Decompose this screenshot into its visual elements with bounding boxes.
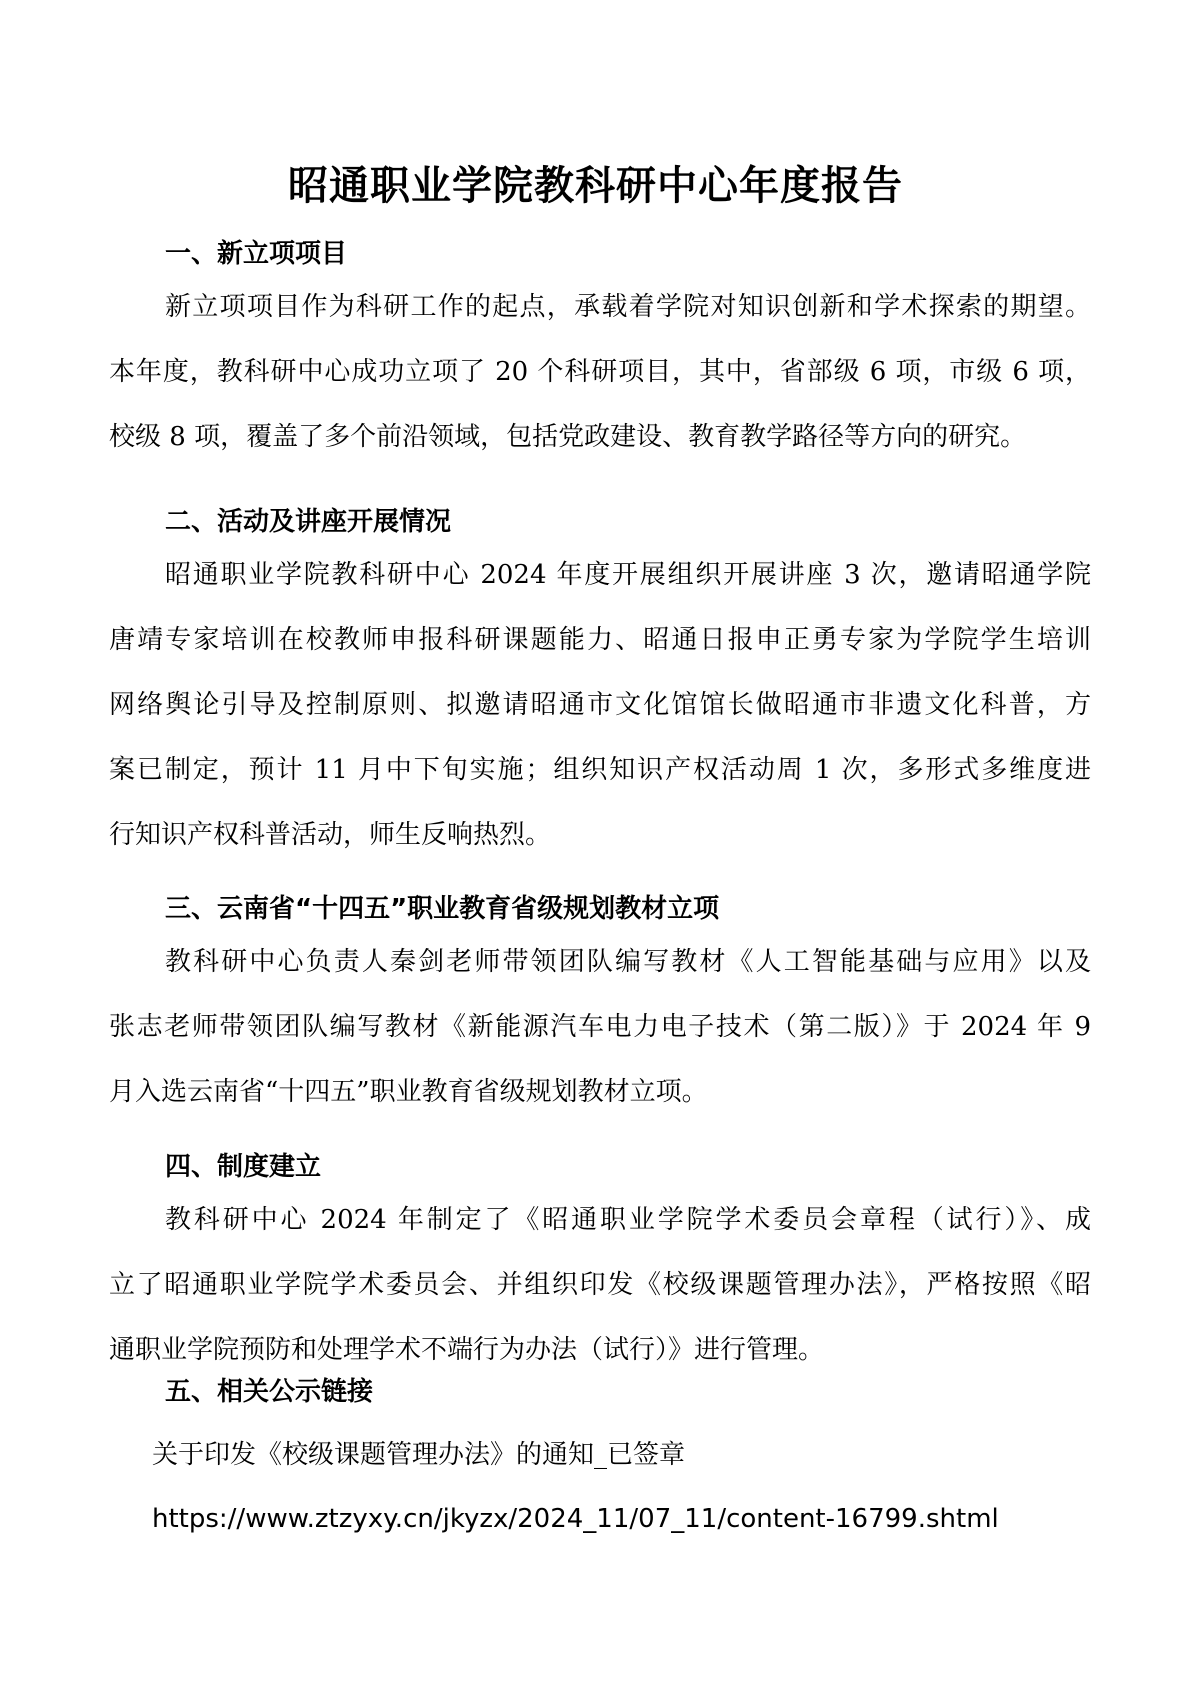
paragraph-line: 教科研中心 2024 年制定了《昭通职业学院学术委员会章程（试行）》、成 — [165, 1205, 1091, 1235]
paragraph-line: 新立项项目作为科研工作的起点，承载着学院对知识创新和学术探索的期望。 — [165, 292, 1091, 322]
paragraph-line: 案已制定，预计 11 月中下旬实施；组织知识产权活动周 1 次，多形式多维度进 — [109, 755, 1091, 785]
section-heading-links: 五、相关公示链接 — [165, 1377, 374, 1407]
section-body-regulations — [109, 1188, 1091, 1383]
section-heading-textbooks: 三、云南省“十四五”职业教育省级规划教材立项 — [165, 894, 720, 924]
paragraph-line: 月入选云南省“十四五”职业教育省级规划教材立项。 — [109, 1077, 708, 1107]
paragraph-line: 唐靖专家培训在校教师申报科研课题能力、昭通日报申正勇专家为学院学生培训 — [109, 625, 1091, 655]
section-body-textbooks — [109, 930, 1091, 1125]
paragraph-line: 校级 8 项，覆盖了多个前沿领域，包括党政建设、教育教学路径等方向的研究。 — [109, 422, 1027, 452]
paragraph-line: 立了昭通职业学院学术委员会、并组织印发《校级课题管理办法》，严格按照《昭 — [109, 1270, 1091, 1300]
paragraph-line: 通职业学院预防和处理学术不端行为办法（试行）》进行管理。 — [109, 1335, 825, 1365]
section-body-new-projects — [109, 275, 1091, 470]
paragraph-line: 昭通职业学院教科研中心 2024 年度开展组织开展讲座 3 次，邀请昭通学院 — [165, 560, 1091, 590]
paragraph-line: 张志老师带领团队编写教材《新能源汽车电力电子技术（第二版）》于 2024 年 9 — [109, 1012, 1091, 1042]
paragraph-line: 网络舆论引导及控制原则、拟邀请昭通市文化馆馆长做昭通市非遗文化科普，方 — [109, 690, 1091, 720]
paragraph-line: 本年度，教科研中心成功立项了 20 个科研项目，其中，省部级 6 项，市级 6 项， — [109, 357, 1091, 387]
section-heading-new-projects: 一、新立项项目 — [165, 239, 348, 269]
paragraph-line: 行知识产权科普活动，师生反响热烈。 — [109, 820, 552, 850]
paragraph-line: 教科研中心负责人秦剑老师带领团队编写教材《人工智能基础与应用》以及 — [165, 947, 1091, 977]
notice-title: 关于印发《校级课题管理办法》的通知_已签章 — [152, 1440, 686, 1470]
section-body-activities — [109, 543, 1091, 868]
document-title: 昭通职业学院教科研中心年度报告 — [288, 162, 903, 209]
notice-link[interactable]: https://www.ztzyxy.cn/jkyzx/2024_11/07_11/content-16799.shtml — [152, 1504, 999, 1534]
section-heading-regulations: 四、制度建立 — [165, 1152, 322, 1182]
section-heading-activities: 二、活动及讲座开展情况 — [165, 507, 452, 537]
